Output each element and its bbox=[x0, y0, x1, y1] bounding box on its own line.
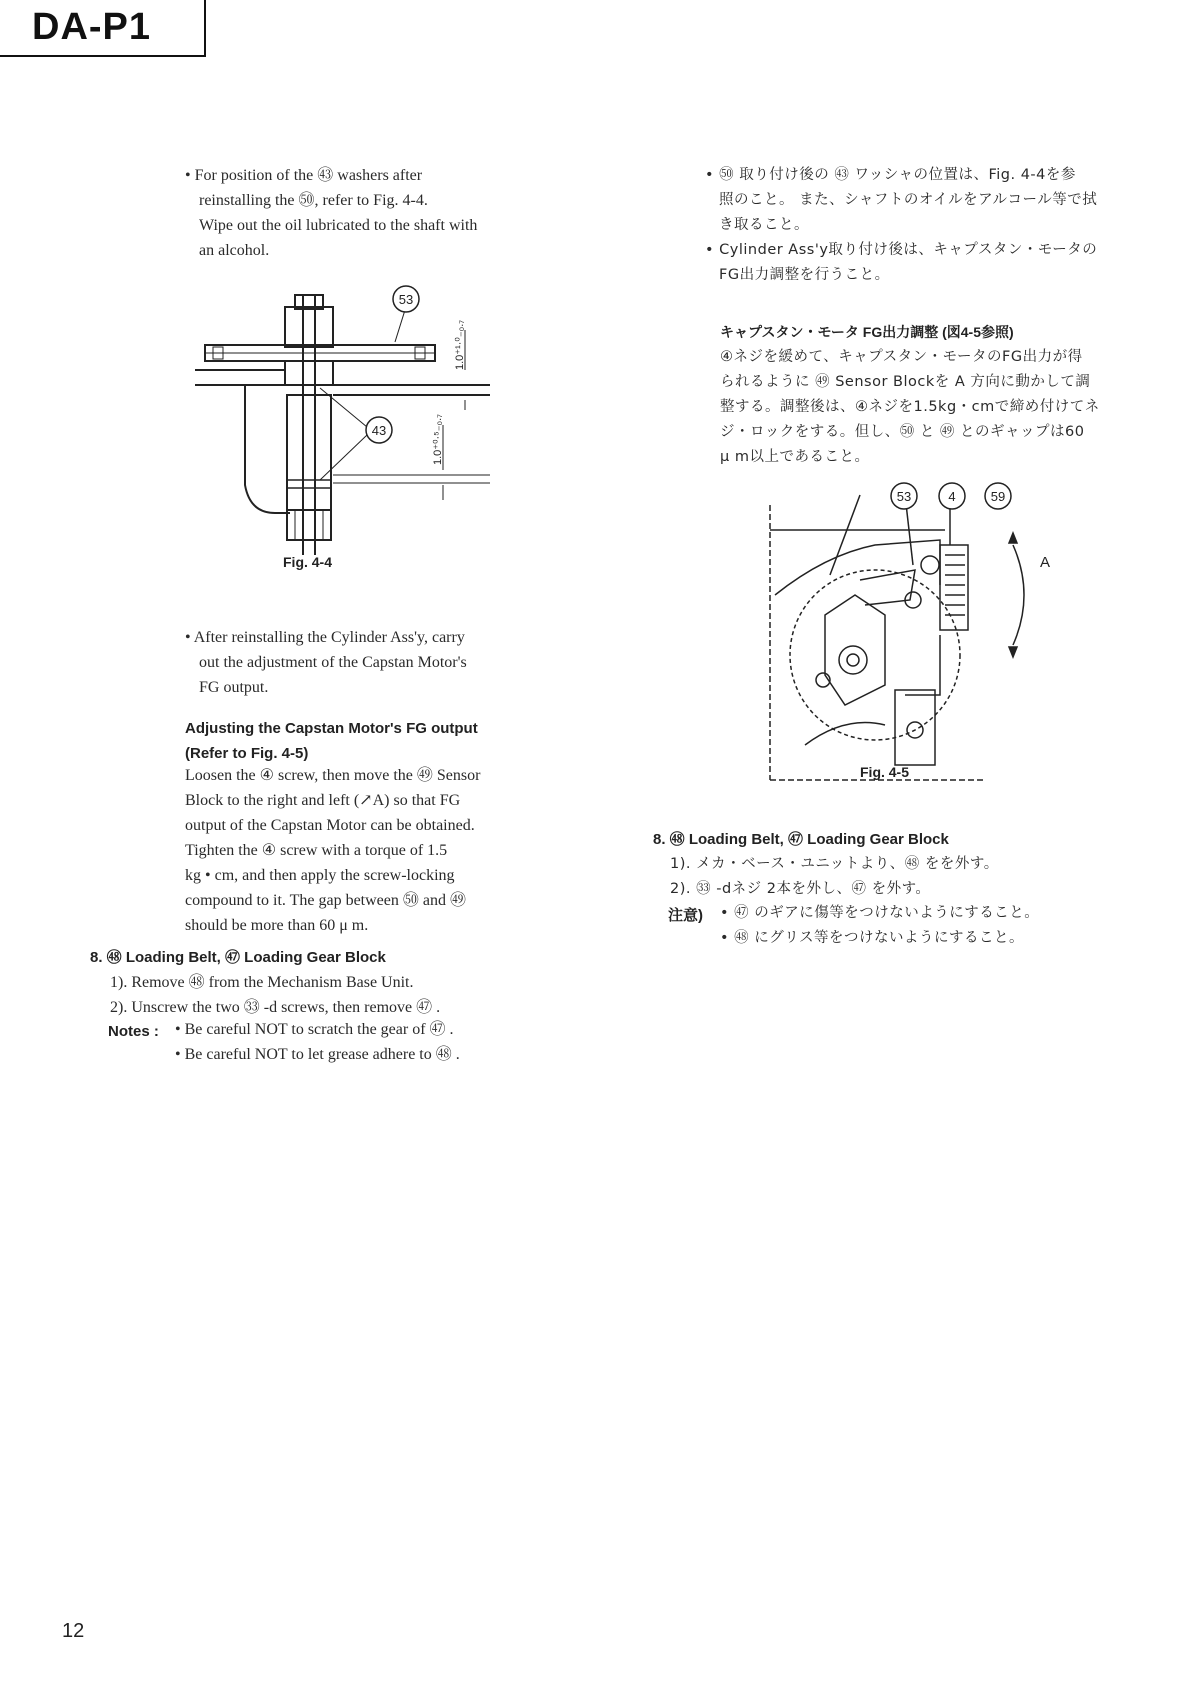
text-line: ④ネジを緩めて、キャプスタン・モータのFG出力が得 bbox=[720, 349, 1083, 365]
adjust-title-line1: Adjusting the Capstan Motor's FG output bbox=[185, 720, 478, 737]
fig45-label-59: 59 bbox=[990, 489, 1006, 504]
text-line: Wipe out the oil lubricated to the shaft with bbox=[199, 217, 478, 234]
header-divider-horizontal bbox=[0, 55, 206, 57]
section8-steps-jp bbox=[670, 852, 1150, 902]
notes-jp bbox=[720, 901, 1150, 951]
header-divider-vertical bbox=[204, 0, 206, 57]
note-line: • ㊼ のギアに傷等をつけないようにすること。 bbox=[720, 905, 1040, 921]
text-line: should be more than 60 μ m. bbox=[185, 917, 369, 934]
note-line: • Be careful NOT to let grease adhere to ㊽ . bbox=[175, 1046, 460, 1063]
text-line: • For position of the ㊸ washers after bbox=[185, 167, 423, 184]
fig44-dim-top: 1.0⁺¹·⁰₋₀.₇ bbox=[454, 319, 466, 370]
fig-4-4-diagram bbox=[195, 285, 525, 565]
step-line: 1). メカ・ベース・ユニットより、㊽ をを外す。 bbox=[670, 856, 999, 872]
fig-4-5-labels bbox=[890, 482, 1065, 572]
adjust-title-en bbox=[185, 716, 478, 766]
fig45-label-A: A bbox=[1040, 554, 1051, 571]
fig-4-5-caption: Fig. 4-5 bbox=[860, 764, 910, 780]
notes-en bbox=[175, 1017, 615, 1067]
text-line: compound to it. The gap between ㊿ and ㊾ bbox=[185, 892, 466, 909]
text-line: kg • cm, and then apply the screw-locking bbox=[185, 867, 455, 884]
text-line: reinstalling the ㊿, refer to Fig. 4-4. bbox=[199, 192, 428, 209]
left-bullet-washers bbox=[185, 163, 605, 263]
text-line: Loosen the ④ screw, then move the ㊾ Sensor bbox=[185, 767, 481, 784]
text-line: Tighten the ④ screw with a torque of 1.5 bbox=[185, 842, 448, 859]
text-line: • ㊿ 取り付け後の ㊸ ワッシャの位置は、Fig. 4-4を参 bbox=[705, 167, 1076, 183]
fig44-label-43: 43 bbox=[371, 423, 387, 438]
note-line: • Be careful NOT to scratch the gear of ㊼ . bbox=[175, 1021, 454, 1038]
text-line: out the adjustment of the Capstan Motor's bbox=[199, 654, 467, 671]
page-number: 12 bbox=[62, 1620, 85, 1642]
text-line: μ m以上であること。 bbox=[720, 449, 870, 465]
text-line: output of the Capstan Motor can be obtained. bbox=[185, 817, 475, 834]
section8-title-en: 8. ㊽ Loading Belt, ㊼ Loading Gear Block bbox=[90, 949, 386, 966]
adjust-body-jp bbox=[720, 345, 1150, 470]
step-line: 2). Unscrew the two ㉝ -d screws, then remove ㊼ . bbox=[110, 999, 441, 1016]
note-line: • ㊽ にグリス等をつけないようにすること。 bbox=[720, 930, 1024, 946]
text-line: FG output. bbox=[199, 679, 269, 696]
text-line: られるように ㊾ Sensor Blockを A 方向に動かして調 bbox=[720, 374, 1091, 390]
text-line: き取ること。 bbox=[719, 217, 809, 233]
adjust-title-jp: キャプスタン・モータ FG出力調整 (図4-5参照) bbox=[720, 324, 1014, 340]
notes-label-jp: 注意) bbox=[668, 907, 703, 924]
text-line: 照のこと。 また、シャフトのオイルをアルコール等で拭 bbox=[719, 192, 1098, 208]
section8-steps-en bbox=[110, 970, 630, 1020]
left-bullet-cylinder bbox=[185, 625, 605, 700]
fig44-dim-bottom: 1.0⁺⁰·⁵₋₀.₇ bbox=[432, 414, 444, 465]
text-line: • Cylinder Ass'y取り付け後は、キャプスタン・モータの bbox=[705, 242, 1098, 258]
step-line: 1). Remove ㊽ from the Mechanism Base Unit. bbox=[110, 974, 414, 991]
text-line: FG出力調整を行うこと。 bbox=[719, 267, 890, 283]
notes-label-en: Notes : bbox=[108, 1023, 159, 1040]
text-line: ジ・ロックをする。但し、㊿ と ㊾ とのギャップは60 bbox=[720, 424, 1085, 440]
section8-title-jp: 8. ㊽ Loading Belt, ㊼ Loading Gear Block bbox=[653, 831, 949, 848]
text-line: • After reinstalling the Cylinder Ass'y, carry bbox=[185, 629, 465, 646]
right-bullet-washers bbox=[705, 163, 1145, 288]
step-line: 2). ㉝ -dネジ 2本を外し、㊼ を外す。 bbox=[670, 881, 931, 897]
model-title: DA-P1 bbox=[32, 6, 152, 48]
fig45-label-53: 53 bbox=[896, 489, 912, 504]
fig45-label-4: 4 bbox=[948, 489, 956, 504]
text-line: 整する。調整後は、④ネジを1.5kg・cmで締め付けてネ bbox=[720, 399, 1100, 415]
text-line: an alcohol. bbox=[199, 242, 270, 259]
fig-4-4-caption: Fig. 4-4 bbox=[283, 554, 333, 570]
adjust-body-en bbox=[185, 763, 605, 938]
fig44-label-53: 53 bbox=[398, 292, 414, 307]
text-line: Block to the right and left (↗A) so that FG bbox=[185, 792, 461, 809]
adjust-title-line2: (Refer to Fig. 4-5) bbox=[185, 745, 309, 762]
